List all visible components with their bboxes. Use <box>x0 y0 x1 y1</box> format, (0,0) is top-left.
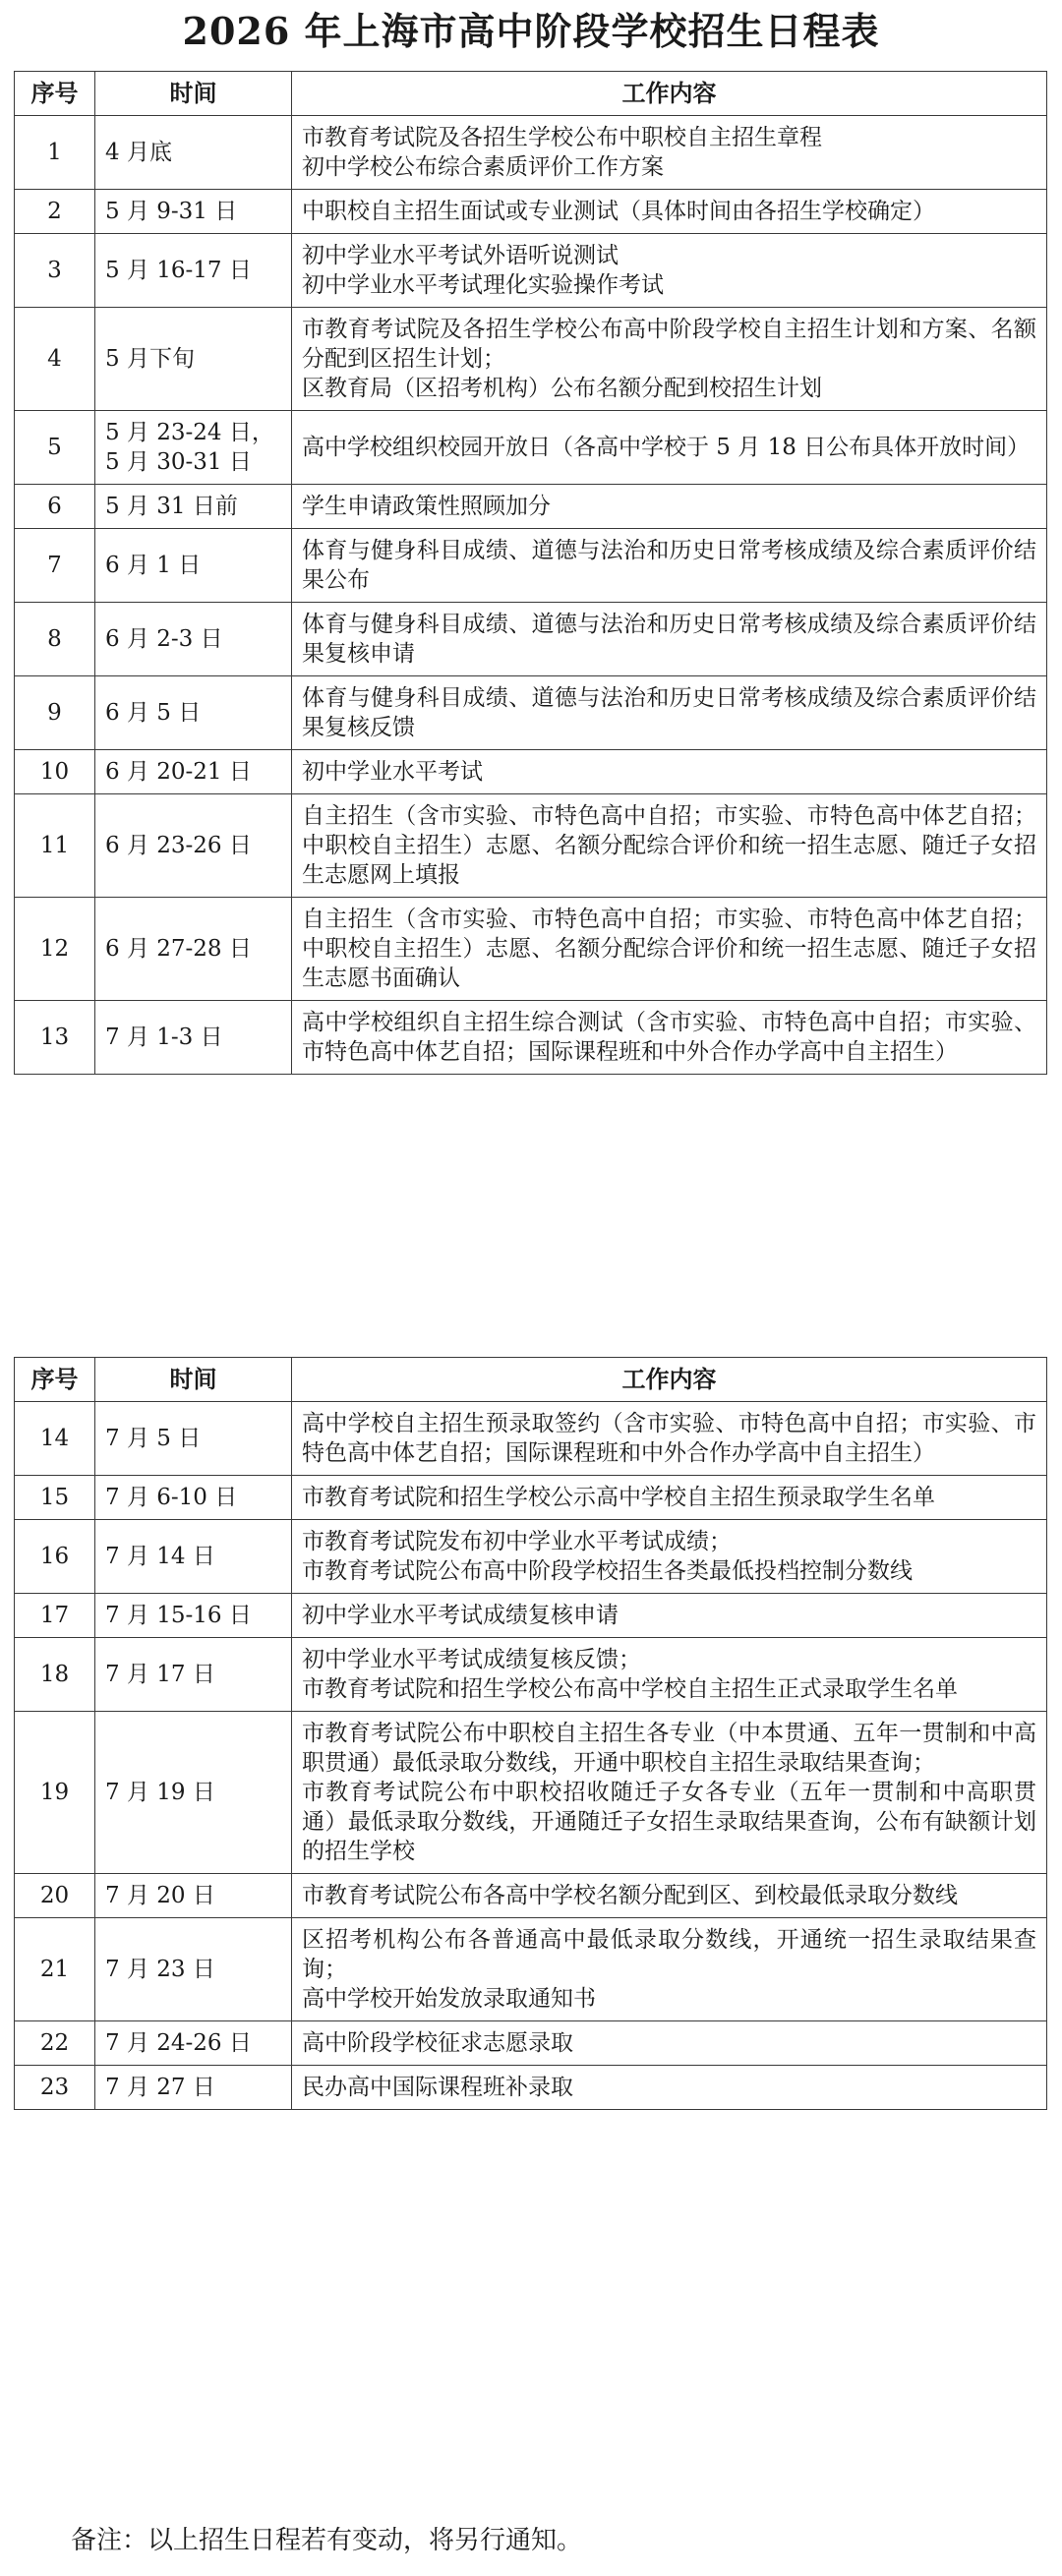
table-row <box>15 1874 1047 1918</box>
row-time: 5 月 9-31 日 <box>95 190 292 234</box>
table-row <box>15 116 1047 190</box>
table-row <box>15 898 1047 1001</box>
row-work: 市教育考试院及各招生学校公布中职校自主招生章程 初中学校公布综合素质评价工作方案 <box>292 116 1047 190</box>
row-number: 17 <box>15 1594 95 1638</box>
header-time: 时间 <box>95 72 292 116</box>
header-no: 序号 <box>15 72 95 116</box>
row-number: 3 <box>15 234 95 308</box>
row-number: 6 <box>15 485 95 529</box>
row-time: 5 月 23-24 日， 5 月 30-31 日 <box>95 411 292 485</box>
row-time: 7 月 27 日 <box>95 2066 292 2110</box>
table-row <box>15 1918 1047 2021</box>
row-time: 6 月 20-21 日 <box>95 750 292 794</box>
row-work: 市教育考试院发布初中学业水平考试成绩； 市教育考试院公布高中阶段学校招生各类最低投档控制分数线 <box>292 1520 1047 1594</box>
table-row <box>15 190 1047 234</box>
schedule-table-2 <box>14 1357 1047 2110</box>
table-row <box>15 750 1047 794</box>
table-row <box>15 234 1047 308</box>
table-row <box>15 529 1047 603</box>
table-row <box>15 1638 1047 1712</box>
table-row <box>15 1520 1047 1594</box>
row-time: 5 月 16-17 日 <box>95 234 292 308</box>
row-work: 初中学业水平考试 <box>292 750 1047 794</box>
header-work: 工作内容 <box>292 72 1047 116</box>
row-number: 16 <box>15 1520 95 1594</box>
row-time: 7 月 15-16 日 <box>95 1594 292 1638</box>
table-row <box>15 308 1047 411</box>
row-number: 22 <box>15 2021 95 2066</box>
row-work: 市教育考试院及各招生学校公布高中阶段学校自主招生计划和方案、名额分配到区招生计划； 区教育局（区招考机构）公布名额分配到校招生计划 <box>292 308 1047 411</box>
row-work: 民办高中国际课程班补录取 <box>292 2066 1047 2110</box>
row-work: 高中学校组织自主招生综合测试（含市实验、市特色高中自招；市实验、市特色高中体艺自招；国际课程班和中外合作办学高中自主招生） <box>292 1001 1047 1075</box>
row-work: 高中学校自主招生预录取签约（含市实验、市特色高中自招；市实验、市特色高中体艺自招；国际课程班和中外合作办学高中自主招生） <box>292 1402 1047 1476</box>
row-work: 区招考机构公布各普通高中最低录取分数线，开通统一招生录取结果查询； 高中学校开始发放录取通知书 <box>292 1918 1047 2021</box>
row-time: 7 月 20 日 <box>95 1874 292 1918</box>
row-work: 自主招生（含市实验、市特色高中自招；市实验、市特色高中体艺自招；中职校自主招生）志愿、名额分配综合评价和统一招生志愿、随迁子女招生志愿网上填报 <box>292 794 1047 898</box>
row-number: 14 <box>15 1402 95 1476</box>
table-row <box>15 603 1047 676</box>
row-number: 19 <box>15 1712 95 1874</box>
row-time: 7 月 19 日 <box>95 1712 292 1874</box>
table-header-row <box>15 72 1047 116</box>
row-time: 7 月 1-3 日 <box>95 1001 292 1075</box>
row-number: 9 <box>15 676 95 750</box>
row-work: 体育与健身科目成绩、道德与法治和历史日常考核成绩及综合素质评价结果复核反馈 <box>292 676 1047 750</box>
row-time: 7 月 23 日 <box>95 1918 292 2021</box>
row-time: 7 月 6-10 日 <box>95 1476 292 1520</box>
table-row <box>15 1712 1047 1874</box>
row-time: 7 月 5 日 <box>95 1402 292 1476</box>
row-time: 5 月下旬 <box>95 308 292 411</box>
row-work: 高中学校组织校园开放日（各高中学校于 5 月 18 日公布具体开放时间） <box>292 411 1047 485</box>
table-row <box>15 2066 1047 2110</box>
table-row <box>15 676 1047 750</box>
row-work: 市教育考试院和招生学校公示高中学校自主招生预录取学生名单 <box>292 1476 1047 1520</box>
row-time: 7 月 14 日 <box>95 1520 292 1594</box>
row-work: 高中阶段学校征求志愿录取 <box>292 2021 1047 2066</box>
header-time: 时间 <box>95 1358 292 1402</box>
row-number: 18 <box>15 1638 95 1712</box>
row-number: 20 <box>15 1874 95 1918</box>
row-time: 6 月 5 日 <box>95 676 292 750</box>
row-work: 初中学业水平考试外语听说测试 初中学业水平考试理化实验操作考试 <box>292 234 1047 308</box>
row-time: 5 月 31 日前 <box>95 485 292 529</box>
row-number: 13 <box>15 1001 95 1075</box>
row-work: 自主招生（含市实验、市特色高中自招；市实验、市特色高中体艺自招；中职校自主招生）志愿、名额分配综合评价和统一招生志愿、随迁子女招生志愿书面确认 <box>292 898 1047 1001</box>
row-work: 市教育考试院公布中职校自主招生各专业（中本贯通、五年一贯制和中高职贯通）最低录取分数线，开通中职校自主招生录取结果查询； 市教育考试院公布中职校招收随迁子女各专业（五年一贯制和中高职贯通）最低录取分数线，开通随迁子女招生录取结果查询，公布有缺额计划的招生学校 <box>292 1712 1047 1874</box>
row-time: 7 月 24-26 日 <box>95 2021 292 2066</box>
row-number: 10 <box>15 750 95 794</box>
row-number: 11 <box>15 794 95 898</box>
row-number: 15 <box>15 1476 95 1520</box>
header-no: 序号 <box>15 1358 95 1402</box>
table-header-row <box>15 1358 1047 1402</box>
row-number: 21 <box>15 1918 95 2021</box>
table-row <box>15 2021 1047 2066</box>
row-time: 7 月 17 日 <box>95 1638 292 1712</box>
row-number: 7 <box>15 529 95 603</box>
table-row <box>15 485 1047 529</box>
row-time: 6 月 2-3 日 <box>95 603 292 676</box>
row-number: 8 <box>15 603 95 676</box>
row-number: 4 <box>15 308 95 411</box>
table-row <box>15 1402 1047 1476</box>
schedule-table-1 <box>14 71 1047 1075</box>
row-number: 1 <box>15 116 95 190</box>
table-row <box>15 411 1047 485</box>
row-work: 学生申请政策性照顾加分 <box>292 485 1047 529</box>
row-work: 体育与健身科目成绩、道德与法治和历史日常考核成绩及综合素质评价结果复核申请 <box>292 603 1047 676</box>
row-number: 12 <box>15 898 95 1001</box>
row-work: 初中学业水平考试成绩复核申请 <box>292 1594 1047 1638</box>
row-work: 市教育考试院公布各高中学校名额分配到区、到校最低录取分数线 <box>292 1874 1047 1918</box>
row-time: 6 月 23-26 日 <box>95 794 292 898</box>
row-number: 5 <box>15 411 95 485</box>
table-row <box>15 1476 1047 1520</box>
row-work: 中职校自主招生面试或专业测试（具体时间由各招生学校确定） <box>292 190 1047 234</box>
footnote: 备注：以上招生日程若有变动，将另行通知。 <box>71 2526 583 2555</box>
row-time: 6 月 27-28 日 <box>95 898 292 1001</box>
header-work: 工作内容 <box>292 1358 1047 1402</box>
row-work: 初中学业水平考试成绩复核反馈； 市教育考试院和招生学校公布高中学校自主招生正式录取学生名单 <box>292 1638 1047 1712</box>
row-time: 6 月 1 日 <box>95 529 292 603</box>
row-time: 4 月底 <box>95 116 292 190</box>
page-title: 2026 年上海市高中阶段学校招生日程表 <box>182 9 880 53</box>
table-row <box>15 1001 1047 1075</box>
row-number: 2 <box>15 190 95 234</box>
row-number: 23 <box>15 2066 95 2110</box>
table-row <box>15 794 1047 898</box>
table-row <box>15 1594 1047 1638</box>
row-work: 体育与健身科目成绩、道德与法治和历史日常考核成绩及综合素质评价结果公布 <box>292 529 1047 603</box>
